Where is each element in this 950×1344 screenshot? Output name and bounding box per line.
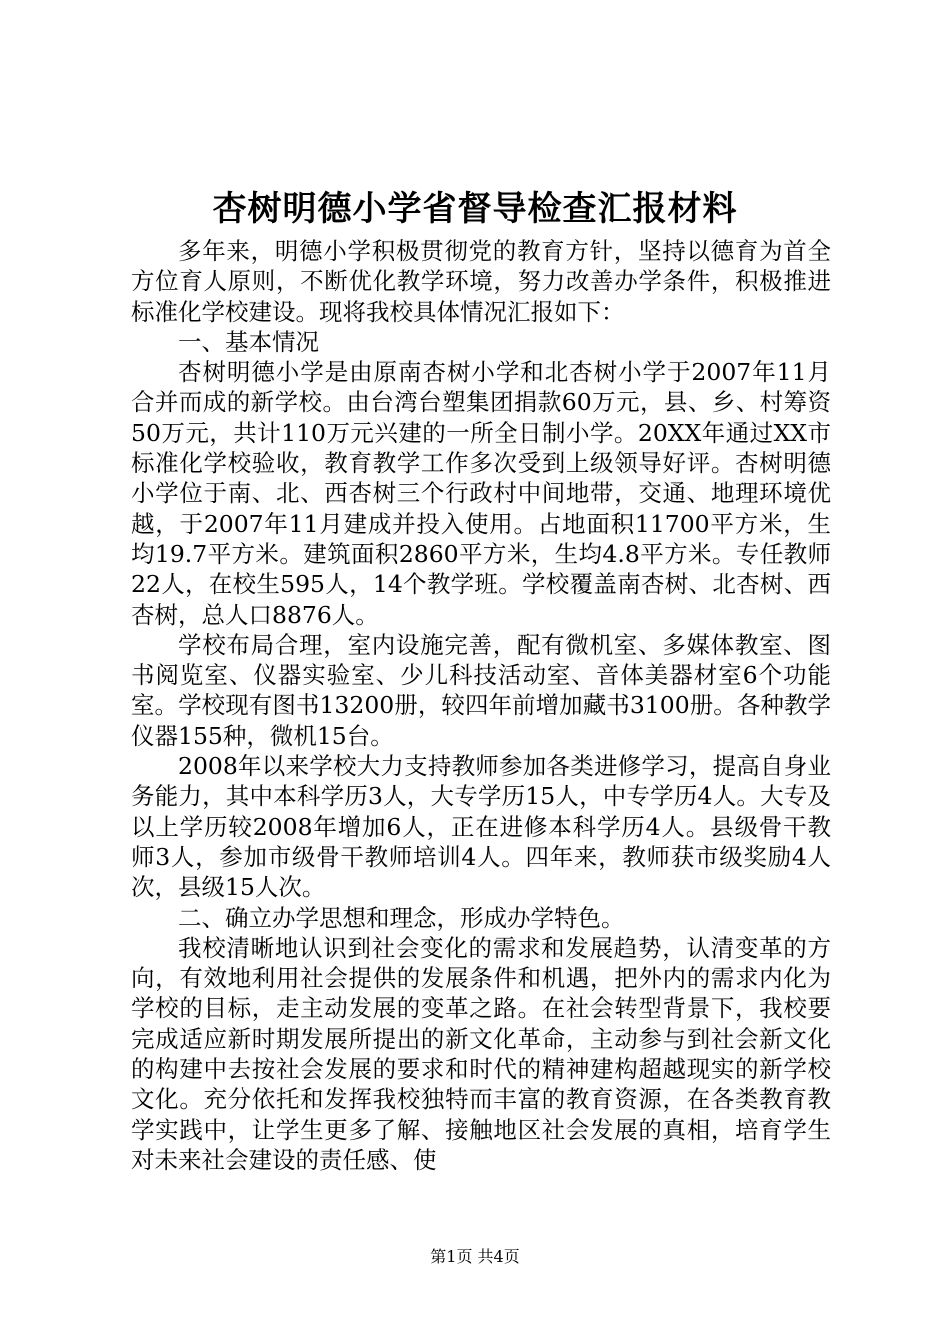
section-1-paragraph-3: 2008年以来学校大力支持教师参加各类进修学习，提高自身业务能力，其中本科学历3人，大专学历15人，中专学历4人。大专及以上学历较2008年增加6人，正在进修本科学历4人。县级骨干教师3人，参加市级骨干教师培训4人。四年来，教师获市级奖励4人次，县级15人次。 (131, 752, 831, 902)
section-1-paragraph-2: 学校布局合理，室内设施完善，配有微机室、多媒体教室、图书阅览室、仪器实验室、少儿科技活动室、音体美器材室6个功能室。学校现有图书13200册，较四年前增加藏书3100册。各种教学仪器155种，微机15台。 (131, 630, 831, 750)
section-1-paragraph-1: 杏树明德小学是由原南杏树小学和北杏树小学于2007年11月合并而成的新学校。由台湾台塑集团捐款60万元，县、乡、村筹资50万元，共计110万元兴建的一所全日制小学。20XX年通过XX市标准化学校验收，教育教学工作多次受到上级领导好评。杏树明德小学位于南、北、西杏树三个行政村中间地带，交通、地理环境优越，于2007年11月建成并投入使用。占地面积11700平方米，生均19.7平方米。建筑面积2860平方米，生均4.8平方米。专任教师22人，在校生595人，14个教学班。学校覆盖南杏树、北杏树、西杏树，总人口8876人。 (131, 358, 831, 629)
page-footer: 第1页 共4页 (430, 1247, 520, 1266)
intro-paragraph: 多年来，明德小学积极贯彻党的教育方针，坚持以德育为首全方位育人原则，不断优化教学环境，努力改善办学条件，积极推进标准化学校建设。现将我校具体情况汇报如下： (131, 237, 831, 326)
section-2-heading: 二、确立办学思想和理念，形成办学特色。 (178, 903, 625, 932)
document-body (131, 236, 831, 1175)
section-1-heading: 一、基本情况 (178, 327, 319, 356)
document-title: 杏树明德小学省督导检查汇报材料 (212, 189, 738, 229)
section-2-paragraph-1: 我校清晰地认识到社会变化的需求和发展趋势，认清变革的方向，有效地利用社会提供的发展条件和机遇，把外内的需求内化为学校的目标，走主动发展的变革之路。在社会转型背景下，我校要完成适应新时期发展所提出的新文化革命，主动参与到社会新文化的构建中去按社会发展的要求和时代的精神建构超越现实的新学校文化。充分依托和发挥我校独特而丰富的教育资源，在各类教育教学实践中，让学生更多了解、接触地区社会发展的真相，培育学生对未来社会建设的责任感、使 (131, 933, 831, 1174)
